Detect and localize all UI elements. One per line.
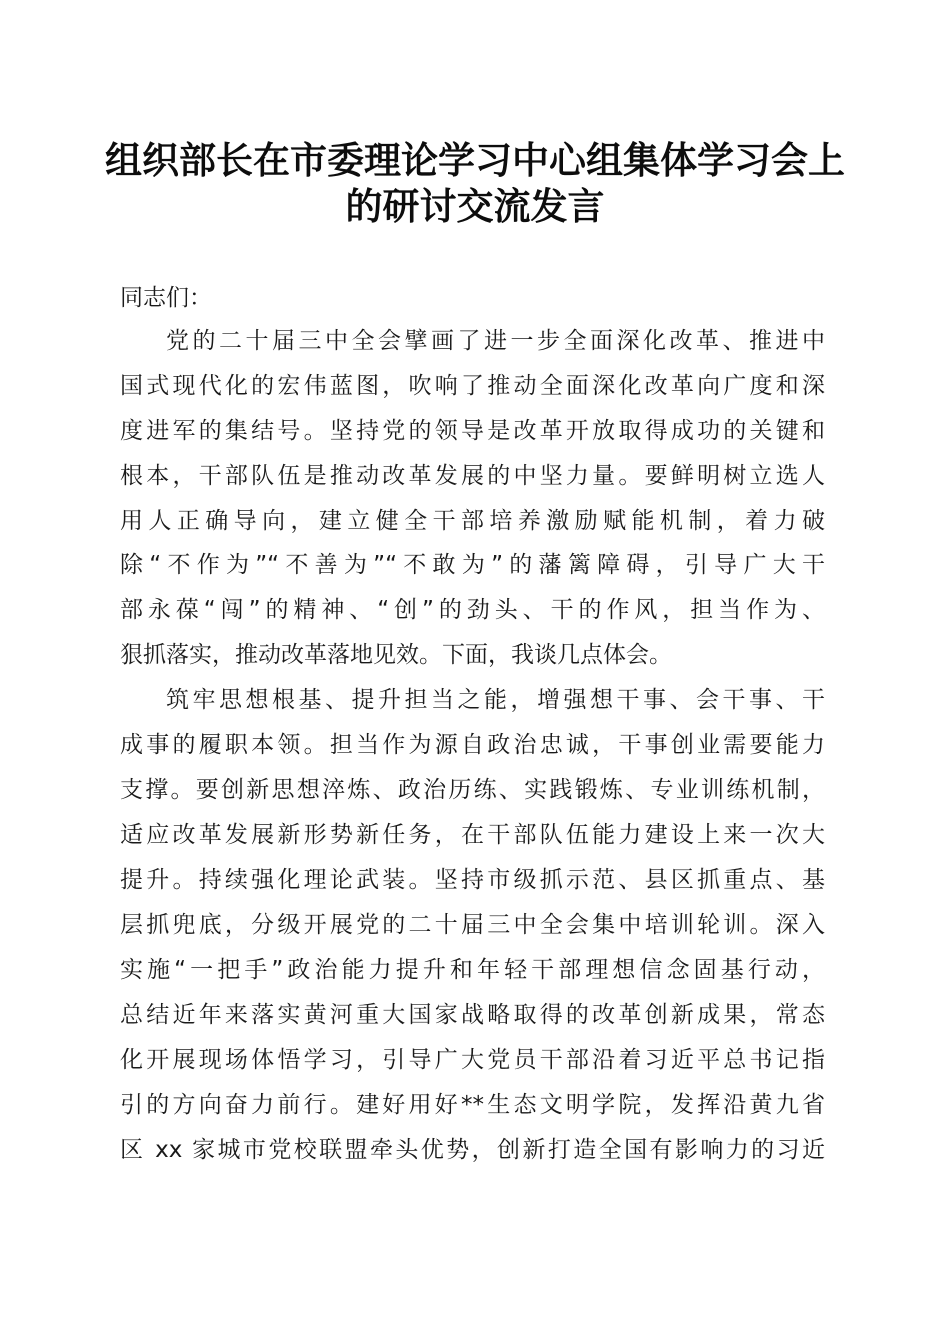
paragraph-1-line: 部永葆“闯”的精神、“创”的劲头、干的作风，担当作为、: [120, 597, 825, 623]
document-title-line-2: 的研讨交流发言: [345, 184, 605, 228]
paragraph-2-line: 引的方向奋力前行。建好用好**生态文明学院，发挥沿黄九省: [120, 1092, 825, 1118]
paragraph-2-line: 成事的履职本领。担当作为源自政治忠诚，干事创业需要能力: [120, 732, 825, 758]
paragraph-2-line: 总结近年来落实黄河重大国家战略取得的改革创新成果，常态: [120, 1002, 825, 1028]
paragraph-2-line: 层抓兜底，分级开展党的二十届三中全会集中培训轮训。深入: [120, 912, 825, 938]
paragraph-2-line: 适应改革发展新形势新任务，在干部队伍能力建设上来一次大: [120, 822, 825, 848]
paragraph-2-line: 支撑。要创新思想淬炼、政治历练、实践锻炼、专业训练机制，: [120, 777, 825, 803]
paragraph-2-line: 实施“一把手”政治能力提升和年轻干部理想信念固基行动，: [120, 957, 825, 983]
paragraph-2-line: 化开展现场体悟学习，引导广大党员干部沿着习近平总书记指: [120, 1047, 825, 1073]
greeting: 同志们：: [120, 285, 212, 311]
paragraph-2-line: 筑牢思想根基、提升担当之能，增强想干事、会干事、干: [166, 687, 825, 713]
document-title-line-1: 组织部长在市委理论学习中心组集体学习会上: [105, 138, 845, 182]
paragraph-1-line: 根本，干部队伍是推动改革发展的中坚力量。要鲜明树立选人: [120, 463, 825, 489]
paragraph-2-line: 区 xx 家城市党校联盟牵头优势，创新打造全国有影响力的习近: [120, 1137, 825, 1163]
paragraph-1-line: 国式现代化的宏伟蓝图，吹响了推动全面深化改革向广度和深: [120, 373, 825, 399]
paragraph-1-line: 党的二十届三中全会擘画了进一步全面深化改革、推进中: [166, 328, 825, 354]
paragraph-1-line: 用人正确导向，建立健全干部培养激励赋能机制，着力破: [120, 508, 825, 534]
paragraph-1-line: 狠抓落实，推动改革落地见效。下面，我谈几点体会。: [120, 642, 672, 668]
paragraph-2-line: 提升。持续强化理论武装。坚持市级抓示范、县区抓重点、基: [120, 867, 825, 893]
paragraph-1-line: 度进军的集结号。坚持党的领导是改革开放取得成功的关键和: [120, 418, 825, 444]
paragraph-1-line: 除“不作为”“不善为”“不敢为”的藩篱障碍，引导广大干: [120, 552, 825, 578]
